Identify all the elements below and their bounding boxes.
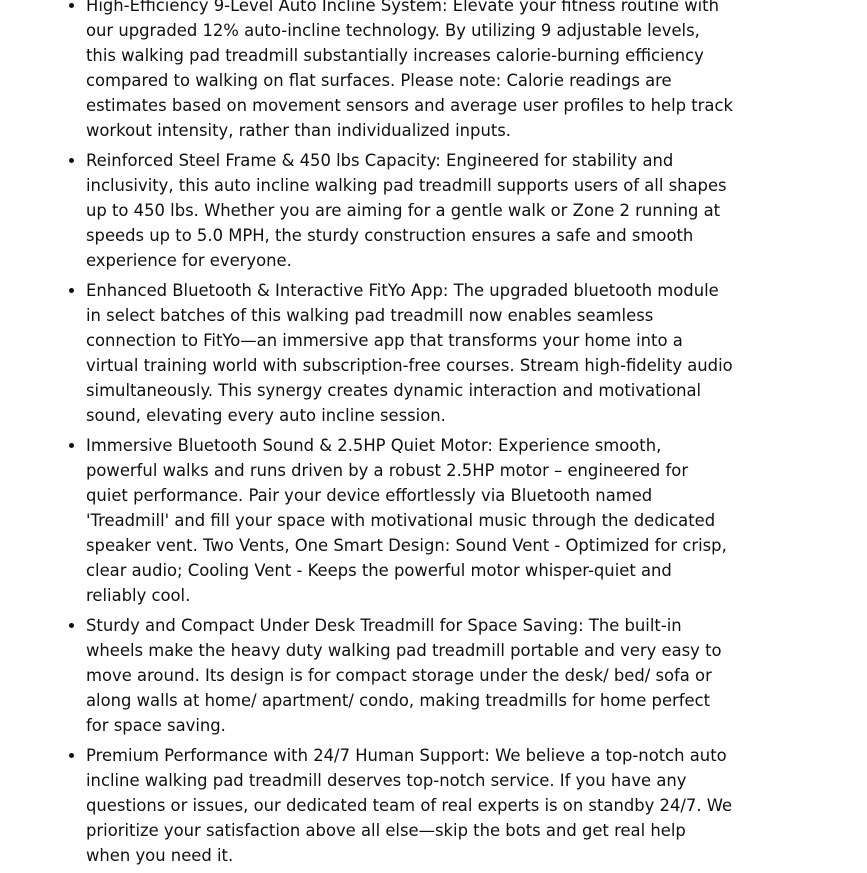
bullet-dot-icon [69, 288, 74, 293]
feature-bullet-text: Immersive Bluetooth Sound & 2.5HP Quiet Motor: Experience smooth, powerful walks and runs driven by a robust 2.5HP motor – engineered for quiet performance. Pair your device effortlessly via Bluetooth named 'Treadmill' and fill your space with motivational music through the dedicated speaker vent. Two Vents, One Smart Design: Sound Vent - Optimized for crisp, clear audio; Cooling Vent - Keeps the powerful motor whisper-quiet and reliably cool. [86, 436, 727, 605]
bullet-dot-icon [69, 158, 74, 163]
feature-bullet-support [86, 743, 734, 868]
feature-bullet-text: Sturdy and Compact Under Desk Treadmill for Space Saving: The built-in wheels make the heavy duty walking pad treadmill portable and very easy to move around. Its design is for compact storage under the desk/ bed/ sofa or along walls at home/ apartment/ condo, making treadmills for home perfect for space saving. [86, 616, 722, 735]
feature-bullet-compact-storage [86, 613, 734, 738]
feature-bullet-text: Premium Performance with 24/7 Human Support: We believe a top-notch auto incline walking pad treadmill deserves top-notch service. If you have any questions or issues, our dedicated team of real experts is on standby 24/7. We prioritize your satisfaction above all else—skip the bots and get real help when you need it. [86, 746, 733, 865]
feature-bullet-bluetooth-app [86, 278, 734, 428]
bullet-dot-icon [69, 3, 74, 8]
feature-bullet-list [62, 0, 734, 873]
feature-bullet-incline [86, 0, 734, 143]
bullet-dot-icon [69, 753, 74, 758]
bullet-dot-icon [69, 443, 74, 448]
feature-bullet-text: Reinforced Steel Frame & 450 lbs Capacity: Engineered for stability and inclusivity, this auto incline walking pad treadmill supports users of all shapes up to 450 lbs. Whether you are aiming for a gentle walk or Zone 2 running at speeds up to 5.0 MPH, the sturdy construction ensures a safe and smooth experience for everyone. [86, 151, 727, 270]
feature-bullet-text: High-Efficiency 9-Level Auto Incline System: Elevate your fitness routine with our upgraded 12% auto-incline technology. By utilizing 9 adjustable levels, this walking pad treadmill substantially increases calorie-burning efficiency compared to walking on flat surfaces. Please note: Calorie readings are estimates based on movement sensors and average user profiles to help track workout intensity, rather than individualized inputs. [86, 0, 733, 140]
feature-bullet-frame-capacity [86, 148, 734, 273]
feature-bullet-text: Enhanced Bluetooth & Interactive FitYo App: The upgraded bluetooth module in select batches of this walking pad treadmill now enables seamless connection to FitYo—an immersive app that transforms your home into a virtual training world with subscription-free courses. Stream high-fidelity audio simultaneously. This synergy creates dynamic interaction and motivational sound, elevating every auto incline session. [86, 281, 733, 425]
feature-bullet-sound-motor [86, 433, 734, 608]
bullet-dot-icon [69, 623, 74, 628]
